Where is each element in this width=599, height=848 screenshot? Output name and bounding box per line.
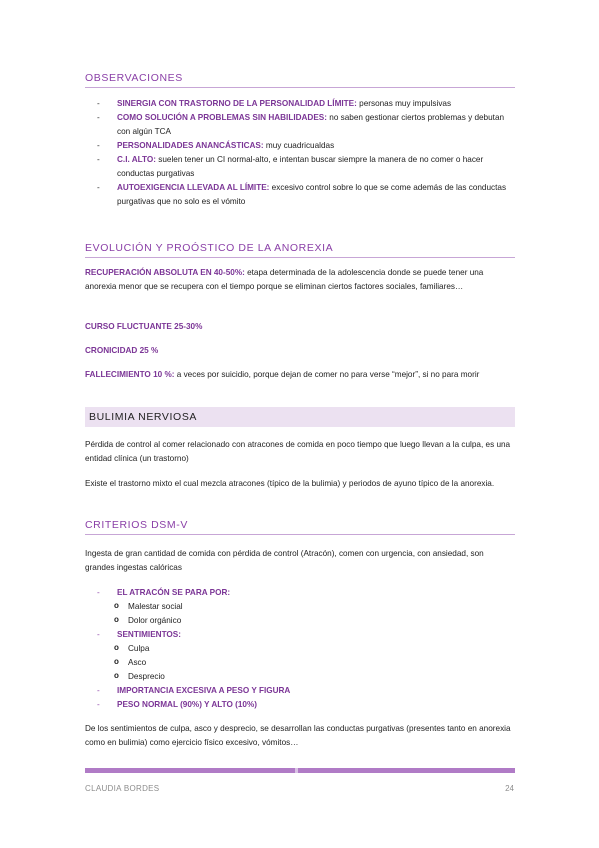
list-item: - SINERGIA CON TRASTORNO DE LA PERSONALIDAD LÍMITE: personas muy impulsivas bbox=[85, 97, 515, 111]
paragraph-curso: CURSO FLUCTUANTE 25-30% bbox=[85, 322, 203, 331]
atracon-sublist bbox=[85, 600, 515, 628]
paragraph-recuperacion: RECUPERACIÓN ABSOLUTA EN 40-50%: etapa determinada de la adolescencia donde se puede tener una anorexia menor que se recupera con el tiempo porque se eliminan ciertos factores sociales, familiares… bbox=[85, 268, 484, 291]
heading-evolucion: EVOLUCIÓN Y PROÓSTICO DE LA ANOREXIA bbox=[85, 242, 515, 258]
paragraph-fallecimiento: FALLECIMIENTO 10 %: a veces por suicidio, porque dejan de comer no para verse “mejor”, si no para morir bbox=[85, 370, 480, 379]
paragraph-bulimia-2: Existe el trastorno mixto el cual mezcla atracones (típico de la bulimia) y periodos de ayuno típico de la anorexia. bbox=[85, 479, 495, 488]
criterios-list bbox=[85, 586, 515, 600]
paragraph-bulimia-1: Pérdida de control al comer relacionado con atracones de comida en poco tiempo que luego llevan a la culpa, es una entidad clínica (un trastorno) bbox=[85, 440, 511, 463]
footer-bar bbox=[85, 768, 515, 773]
heading-observaciones: OBSERVACIONES bbox=[85, 72, 515, 88]
footer-page-number: 24 bbox=[505, 784, 514, 793]
list-item: - COMO SOLUCIÓN A PROBLEMAS SIN HABILIDADES: no saben gestionar ciertos problemas y debutan con algún TCA bbox=[85, 111, 515, 139]
paragraph-cronicidad: CRONICIDAD 25 % bbox=[85, 346, 159, 355]
list-item: - SENTIMIENTOS: bbox=[85, 628, 515, 642]
list-item: - C.I. ALTO: suelen tener un CI normal-alto, e intentan buscar siempre la manera de no comer o hacer conductas purgativas bbox=[85, 153, 515, 181]
list-item: - EL ATRACÓN SE PARA POR: bbox=[85, 586, 515, 600]
list-item: o Asco bbox=[85, 656, 515, 670]
footer-bar-accent bbox=[295, 768, 298, 773]
paragraph-criterios-intro: Ingesta de gran cantidad de comida con pérdida de control (Atracón), comen con urgencia, con ansiedad, son grandes ingestas calóricas bbox=[85, 549, 484, 572]
list-item: o Malestar social bbox=[85, 600, 515, 614]
list-item: - PESO NORMAL (90%) Y ALTO (10%) bbox=[85, 698, 515, 712]
heading-bulimia: BULIMIA NERVIOSA bbox=[85, 407, 515, 427]
paragraph-criterios-closing: De los sentimientos de culpa, asco y desprecio, se desarrollan las conductas purgativas (presentes tanto en anorexia como en bulimia) como ejercicio físico excesivo, vómitos… bbox=[85, 724, 511, 747]
footer-author: CLAUDIA BORDES bbox=[85, 784, 160, 793]
heading-criterios: CRITERIOS DSM-V bbox=[85, 519, 515, 535]
criterios-list-3 bbox=[85, 684, 515, 712]
criterios-list-2 bbox=[85, 628, 515, 642]
list-item: - AUTOEXIGENCIA LLEVADA AL LÍMITE: excesivo control sobre lo que se come además de las conductas purgativas que no solo es el vómito bbox=[85, 181, 515, 209]
sentimientos-sublist bbox=[85, 642, 515, 684]
observaciones-list bbox=[85, 97, 515, 209]
list-item: - PERSONALIDADES ANANCÁSTICAS: muy cuadricualdas bbox=[85, 139, 515, 153]
list-item: o Culpa bbox=[85, 642, 515, 656]
list-item: - IMPORTANCIA EXCESIVA A PESO Y FIGURA bbox=[85, 684, 515, 698]
list-item: o Desprecio bbox=[85, 670, 515, 684]
list-item: o Dolor orgánico bbox=[85, 614, 515, 628]
